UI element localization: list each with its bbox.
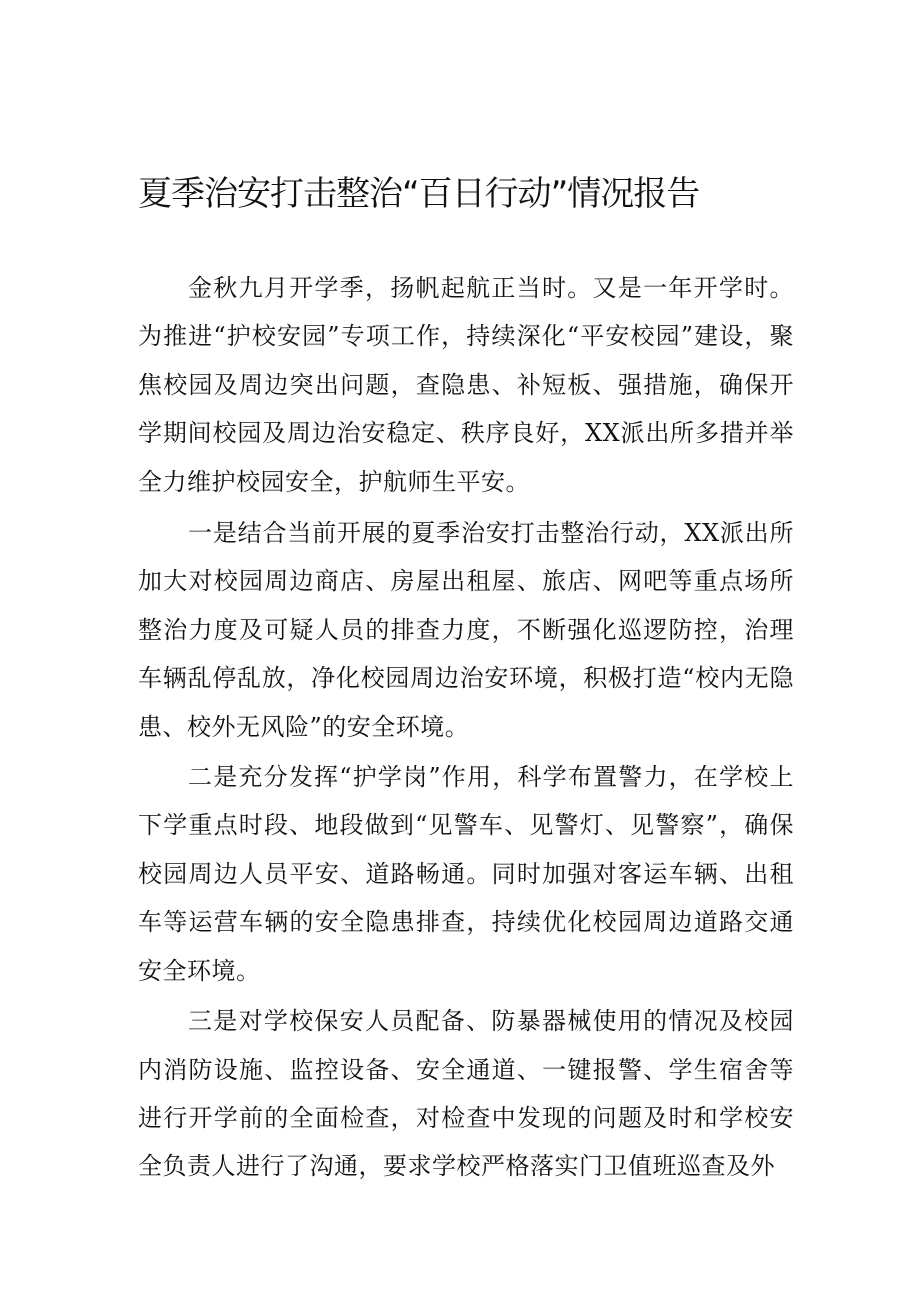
paragraph-three: 三是对学校保安人员配备、防暴器械使用的情况及校园内消防设施、监控设备、安全通道、一键报警、学生宿舍等进行开学前的全面检查，对检查中发现的问题及时和学校安全负责人进行了沟通，要求学校严格落实门卫值班巡查及外	[138, 1007, 794, 1181]
paragraph-two: 二是充分发挥“护学岗”作用，科学布置警力，在学校上下学重点时段、地段做到“见警车、见警灯、见警察”，确保校园周边人员平安、道路畅通。同时加强对客运车辆、出租车等运营车辆的安全隐患排查，持续优化校园周边道路交通安全环境。	[138, 763, 794, 985]
document-title: 夏季治安打击整治“百日行动”情况报告	[138, 174, 700, 214]
paragraph-intro: 金秋九月开学季，扬帆起航正当时。又是一年开学时。为推进“护校安园”专项工作，持续深化“平安校园”建设，聚焦校园及周边突出问题，查隐患、补短板、强措施，确保开学期间校园及周边治安稳定、秩序良好，XX派出所多措并举全力维护校园安全，护航师生平安。	[138, 274, 794, 496]
paragraph-one: 一是结合当前开展的夏季治安打击整治行动，XX派出所加大对校园周边商店、房屋出租屋、旅店、网吧等重点场所整治力度及可疑人员的排查力度，不断强化巡逻防控，治理车辆乱停乱放，净化校园周边治安环境，积极打造“校内无隐患、校外无风险”的安全环境。	[138, 519, 794, 741]
document-body	[138, 264, 794, 1192]
